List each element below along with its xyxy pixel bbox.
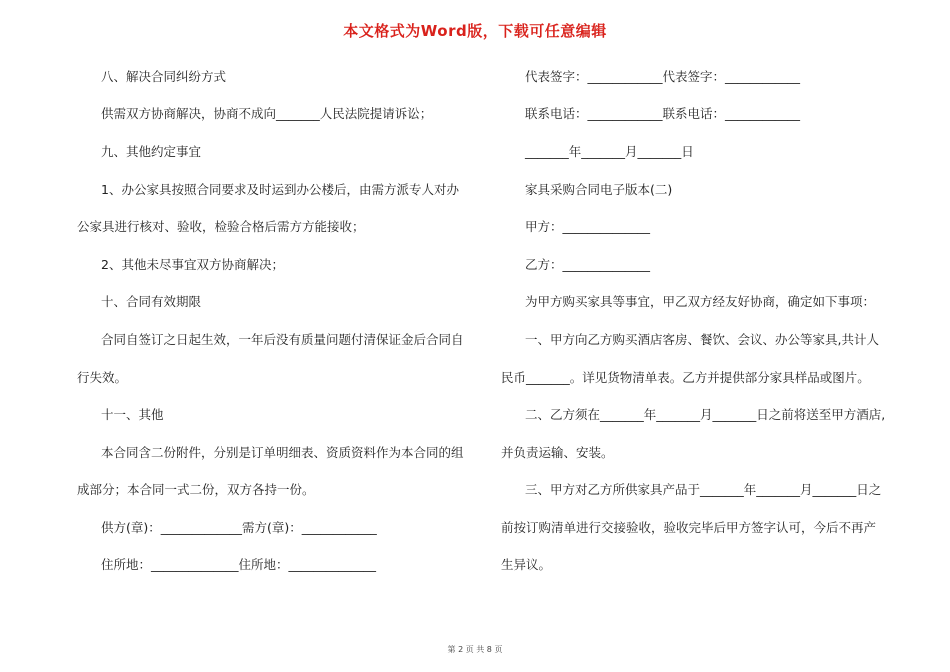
section-heading: 九、其他约定事宜 (101, 144, 202, 159)
paragraph-line: 为甲方购买家具等事宜，甲乙双方经友好协商，确定如下事项： (525, 294, 876, 309)
signature-line: 代表签字：____________代表签字：____________ (525, 69, 801, 84)
paragraph-line: 并负责运输、安装。 (501, 445, 614, 460)
section-heading: 十一、其他 (101, 407, 164, 422)
section-heading: 八、解决合同纠纷方式 (101, 69, 227, 84)
address-line: 住所地：______________住所地：______________ (101, 557, 377, 572)
paragraph-line: 合同自签订之日起生效，一年后没有质量问题付清保证金后合同自 (101, 332, 464, 347)
paragraph-line: 民币_______。详见货物清单表。乙方并提供部分家具样品或图片。 (501, 370, 870, 385)
document-title: 家具采购合同电子版本(二) (525, 182, 673, 197)
paragraph-line: 二、乙方须在_______年_______月_______日之前将送至甲方酒店, (525, 407, 886, 422)
paragraph-line: 1、办公家具按照合同要求及时运到办公楼后，由需方派专人对办 (101, 182, 459, 197)
paragraph-line: 生异议。 (501, 557, 552, 572)
paragraph-line: 前按订购清单进行交接验收，验收完毕后甲方签字认可，今后不再产 (501, 520, 877, 535)
party-b-line: 乙方：______________ (525, 257, 651, 272)
paragraph-line: 行失效。 (77, 370, 128, 385)
paragraph-line: 供需双方协商解决，协商不成向_______人民法院提请诉讼； (101, 106, 433, 121)
paragraph-line: 本合同含二份附件，分别是订单明细表、资质资料作为本合同的组 (101, 445, 464, 460)
paragraph-line: 成部分；本合同一式二份，双方各持一份。 (77, 482, 315, 497)
paragraph-line: 三、甲方对乙方所供家具产品于_______年_______月_______日之 (525, 482, 882, 497)
party-a-line: 甲方：______________ (525, 219, 651, 234)
download-banner: 本文格式为Word版，下载可任意编辑 (343, 22, 607, 40)
section-heading: 十、合同有效期限 (101, 294, 202, 309)
paragraph-line: 公家具进行核对、验收，检验合格后需方方能接收； (77, 219, 365, 234)
paragraph-line: 一、甲方向乙方购买酒店客房、餐饮、会议、办公等家具,共计人 (525, 332, 879, 347)
paragraph-line: 2、其他未尽事宜双方协商解决； (101, 257, 284, 272)
date-line: _______年_______月_______日 (525, 144, 694, 159)
page-number: 第 2 页 共 8 页 (447, 645, 503, 654)
phone-line: 联系电话：____________联系电话：____________ (525, 106, 801, 121)
signature-line: 供方(章)：_____________需方(章)：____________ (101, 520, 377, 535)
